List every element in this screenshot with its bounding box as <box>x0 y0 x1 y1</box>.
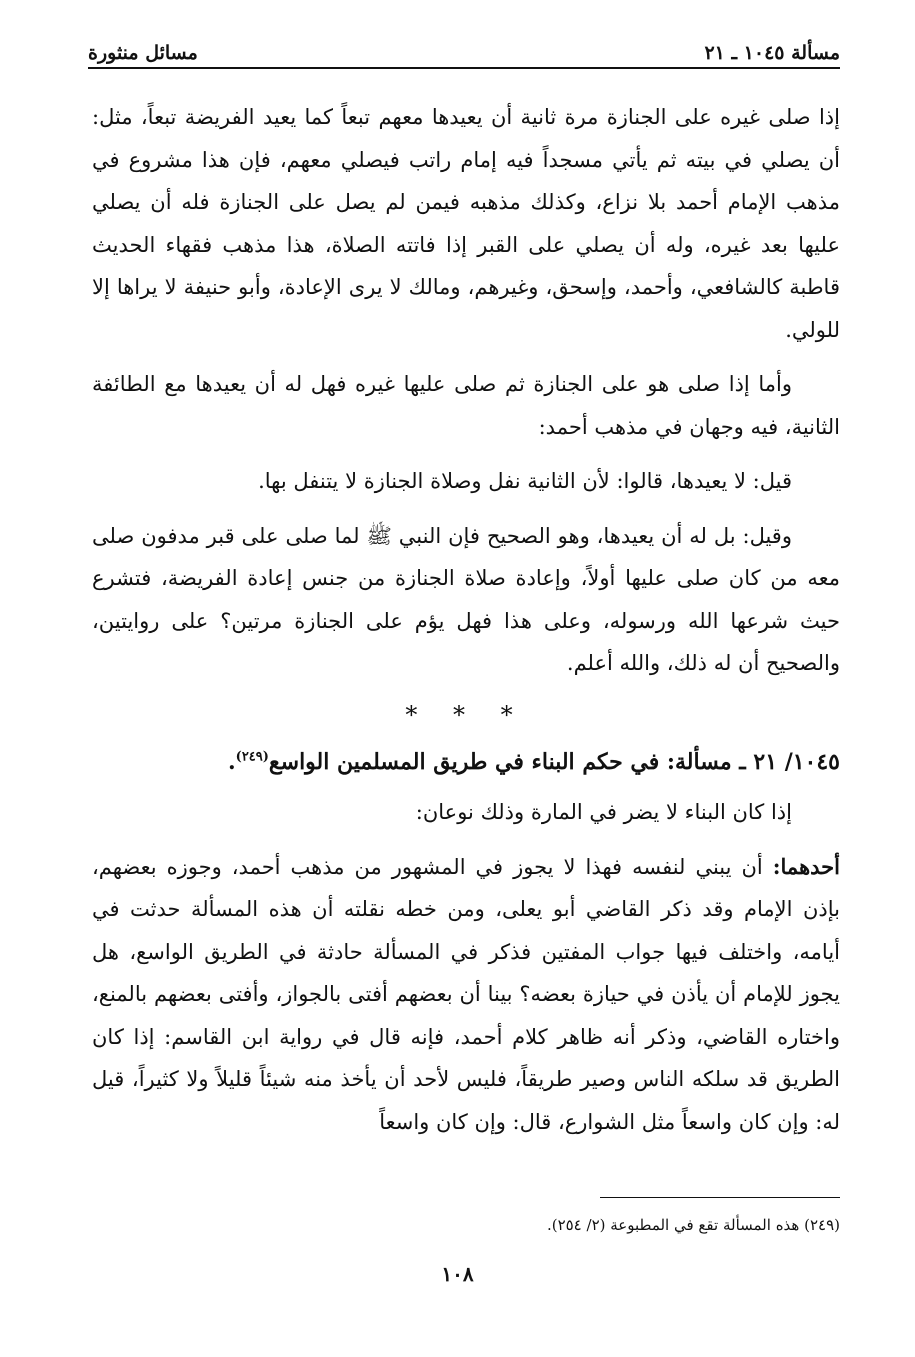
page-number: ١٠٨ <box>441 1262 474 1286</box>
first-type-lead: أحدهما: <box>772 853 840 879</box>
paragraph-4: وقيل: بل له أن يعيدها، وهو الصحيح فإن النبي ﷺ لما صلى على قبر مدفون صلى معه من كان صلى عليها أولاً، وإعادة صلاة الجنازة من جنس إعادة الفريضة، فتشرع حيث شرعها الله ورسوله، وعلى هذا فهل يؤم على الجنازة مرتين؟ على روايتين، والصحيح أن له ذلك، والله أعلم. <box>92 523 840 675</box>
paragraph-2: وأما إذا صلى هو على الجنازة ثم صلى عليها غيره فهل له أن يعيدها مع الطائفة الثانية، فيه وجهان في مذهب أحمد: <box>92 372 840 439</box>
footnote-rule <box>600 1197 840 1198</box>
running-header <box>88 34 840 64</box>
paragraph-3: قيل: لا يعيدها، قالوا: لأن الثانية نفل وصلاة الجنازة لا يتنفل بها. <box>258 469 792 493</box>
issue-title: في حكم البناء في طريق المسلمين الواسع <box>268 748 660 775</box>
first-type-text: أن يبني لنفسه فهذا لا يجوز في المشهور من مذهب أحمد، وجوزه بعضهم، بإذن الإمام وقد ذكر القاضي أبو يعلى، ومن خطه نقلته أن هذه المسألة حدثت في أيامه، واختلف فيها جواب المفتين فذكر في المسألة حادثة في الطريق الواسع، هل يجوز للإمام أن يأذن في حيازة بعضه؟ بينا أن بعضهم أفتى بالجواز، وأفتى بعضهم بالمنع، واختاره القاضي، وذكر أنه ظاهر كلام أحمد، فإنه قال في رواية ابن القاسم: إذا كان الطريق قد سلكه الناس وصير طريقاً، فليس لأحد أن يأخذ منه شيئاً قليلاً ولا كثيراً، قيل له: وإن كان واسعاً مثل الشوارع، قال: وإن كان واسعاً <box>92 854 840 1134</box>
first-type-paragraph <box>92 846 840 1144</box>
footnote: (٢٤٩) هذه المسألة تقع في المطبوعة (٢/ ٢٥٤). <box>546 1216 840 1234</box>
main-text <box>92 96 840 1155</box>
header-issue-number: مسألة ١٠٤٥ ـ ٢١ <box>704 42 840 64</box>
footnote-reference[interactable]: (٢٤٩) <box>235 749 269 765</box>
header-book-section: مسائل منثورة <box>88 42 198 64</box>
section-separator: * * * <box>405 700 527 729</box>
issue-number: ١٠٤٥/ ٢١ ـ مسألة: <box>666 748 840 775</box>
header-rule <box>88 67 840 69</box>
paragraph-1: إذا صلى غيره على الجنازة مرة ثانية أن يعيدها معهم تبعاً كما يعيد الفريضة تبعاً، مثل: أن يصلي في بيته ثم يأتي مسجداً فيه إمام راتب فيصلي معهم، فإن هذا مشروع في مذهب الإمام أحمد بلا نزاع، وكذلك مذهبه فيمن لم يصل على الجنازة فله أن يصلي عليها بعد غيره، وله أن يصلي على القبر إذا فاتته الصلاة، هذا مذهب فقهاء الحديث قاطبة كالشافعي، وأحمد، وإسحق، وغيرهم، ومالك لا يرى الإعادة، وأبو حنيفة لا يراها إلا للولي. <box>92 105 840 342</box>
issue-title-end: . <box>227 748 236 775</box>
issue-heading <box>92 741 840 784</box>
issue-intro: إذا كان البناء لا يضر في المارة وذلك نوعان: <box>415 800 792 824</box>
